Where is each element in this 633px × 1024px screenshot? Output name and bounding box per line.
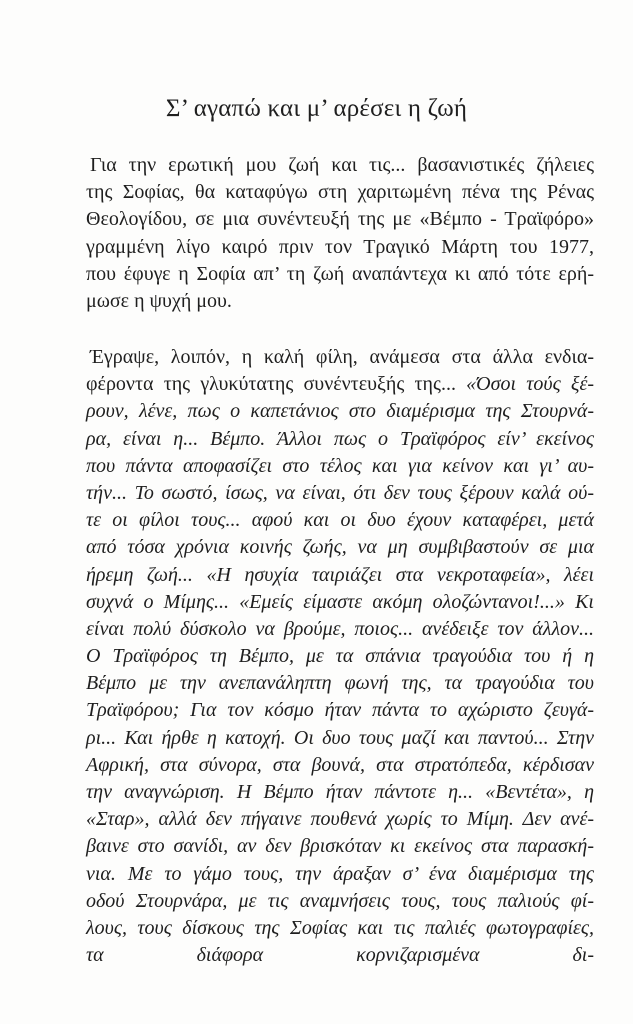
text-line: Θεολογίδου, σε μια συνέντευξή της με «Βέμπο - Τραϊφόρο» — [86, 208, 594, 231]
text-plain: Έγραψε, λοιπόν, η καλή φίλη, ανάμεσα στα άλλα ενδια- — [90, 346, 594, 368]
text-line: τα διάφορα κορνιζαρισμένα δι- — [86, 944, 594, 967]
text-line: μωσε η ψυχή μου. — [86, 289, 232, 312]
text-line: τήν... Το σωστό, ίσως, να είναι, ότι δεν τους ξέρουν καλά ού- — [86, 481, 594, 504]
text-line: οδού Στουρνάρα, με τις αναμνήσεις τους, τους παλιούς φί- — [86, 889, 594, 912]
text-line: Βέμπο με την ανεπανάληπτη φωνή της, τα τραγούδια του — [86, 672, 594, 695]
text-line: γραμμένη λίγο καιρό πριν τον Τραγικό Μάρτη του 1977, — [86, 235, 594, 258]
text-line: ρα, είναι η... Βέμπο. Άλλοι πως ο Τραϊφόρος είν’ εκείνος — [86, 427, 594, 450]
text-line: «Σταρ», αλλά δεν πήγαινε πουθενά χωρίς το Μίμη. Δεν ανέ- — [86, 808, 594, 831]
text-line: που πάντα αποφασίζει στο τέλος και για κείνον και γι’ αυ- — [86, 454, 594, 477]
paragraph-intro — [86, 152, 594, 315]
text-line — [86, 344, 594, 371]
paragraph-interview — [86, 344, 594, 969]
text-line: από τόσα χρόνια κοινής ζωής, να μη συμβιβαστούν σε μια — [86, 536, 594, 559]
text-line: ήρεμη ζωή... «Η ησυχία ταιριάζει στα νεκροταφεία», λέει — [86, 563, 594, 586]
text-line: Ο Τραϊφόρος τη Βέμπο, με τα σπάνια τραγούδια του ή η — [86, 645, 594, 668]
text-line: Αφρική, στα σύνορα, στα βουνά, στα στρατόπεδα, κέρδισαν — [86, 753, 594, 776]
text-line: που έφυγε η Σοφία απ’ τη ζωή αναπάντεχα κι από τότε ερή- — [86, 262, 594, 285]
text-line: συχνά ο Μίμης... «Εμείς είμαστε ακόμη ολοζώντανοι!...» Κι — [86, 590, 594, 613]
text-line: της Σοφίας, θα καταφύγω στη χαριτωμένη πένα της Ρένας — [86, 181, 594, 204]
text-line: λους, τους δίσκους της Σοφίας και τις παλιές φωτογραφίες, — [86, 916, 594, 939]
text-plain: φέροντα της γλυκύτατης συνέντευξής της... — [86, 373, 467, 396]
text-line: ρι... Και ήρθε η κατοχή. Οι δυο τους μαζί και παντού... Στην — [86, 726, 594, 749]
text-line: Για την ερωτική μου ζωή και τις... βασανιστικές ζήλειες — [90, 154, 594, 176]
text-line: είναι πολύ δύσκολο να βρούμε, ποιος... ανέδειξε τον άλλον... — [86, 617, 594, 640]
chapter-title: Σ’ αγαπώ και μ’ αρέσει η ζωή — [165, 95, 468, 122]
text-line: την αναγνώριση. Η Βέμπο ήταν πάντοτε η... «Βεντέτα», η — [86, 781, 594, 803]
text-line: νια. Με το γάμο τους, την άραξαν σ’ ένα διαμέρισμα της — [86, 862, 594, 885]
text-line: Τραϊφόρου; Για τον κόσμο ήταν πάντα το αχώριστο ζευγά- — [86, 699, 594, 722]
text-line — [86, 371, 594, 398]
text-line: ρουν, λένε, πως ο καπετάνιος στο διαμέρισμα της Στουρνά- — [86, 400, 594, 423]
text-line: τε οι φίλοι τους... αφού και οι δυο έχουν καταφέρει, μετά — [86, 509, 594, 532]
text-quote: «Όσοι τούς ξέ- — [466, 373, 594, 396]
text-line: βαινε στο σανίδι, αν δεν βρισκόταν κι εκείνος στα παρασκή- — [86, 835, 594, 858]
